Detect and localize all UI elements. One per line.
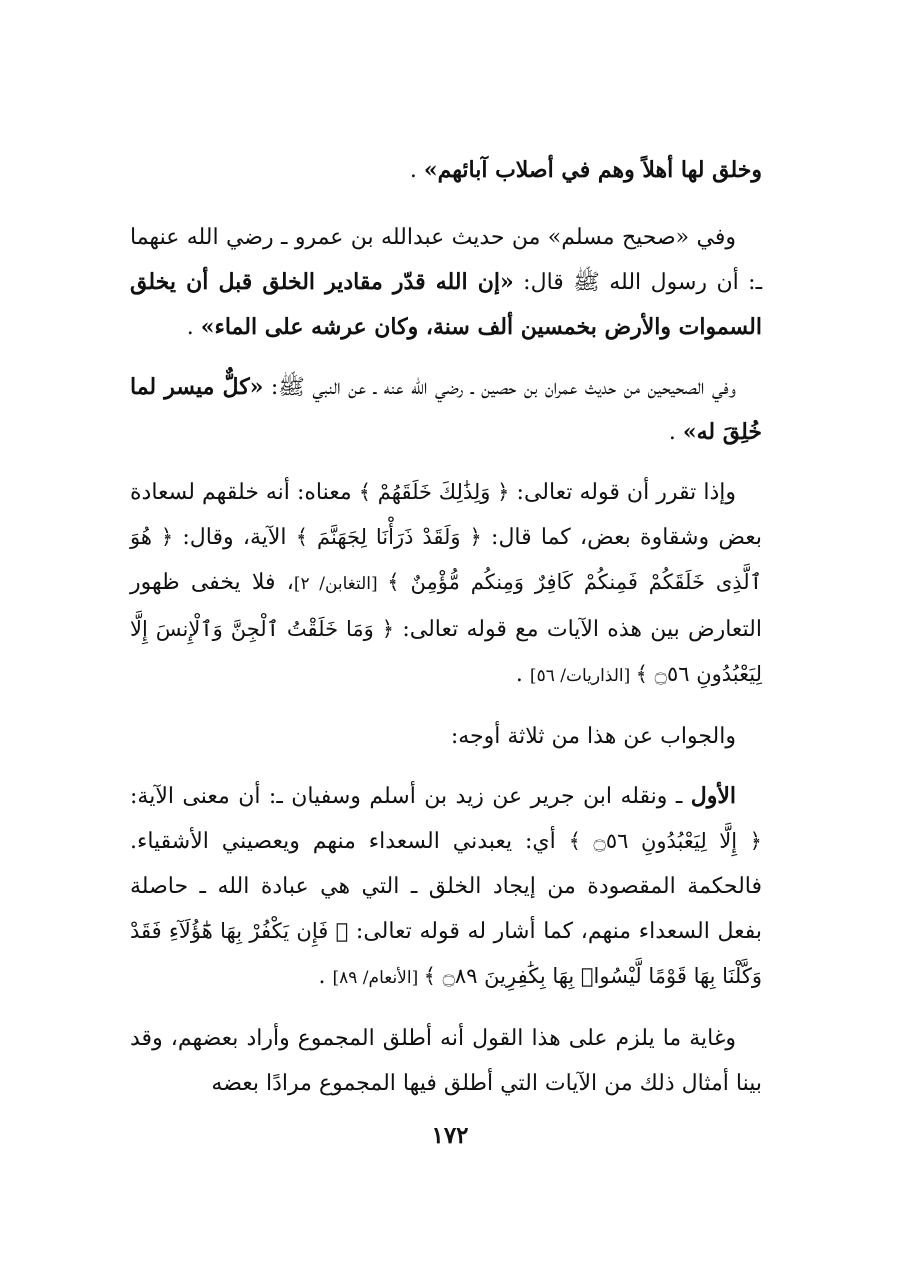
bold-text: وخلق لها أهلاً وهم في أصلاب آبائهم»	[423, 157, 762, 183]
verse-reference: [الأنعام/ ٨٩]	[332, 968, 424, 988]
quran-verse: ﴿ وَلِذَٰلِكَ خَلَقَهُمْ ﴾	[358, 480, 510, 504]
bold-text: «كلٌّ ميسر لما خُلِقَ له»	[130, 374, 762, 445]
paragraph-1	[130, 148, 762, 193]
text-run: .	[668, 420, 683, 445]
text-run: وفي «صحيح مسلم» من حديث عبدالله بن عمرو ـ رضي الله عنهما ـ: أن رسول الله ﷺ قال:	[130, 225, 763, 295]
verse-reference: [الذاريات/ ٥٦]	[529, 666, 636, 686]
paragraph-3	[130, 365, 762, 455]
paragraph-4	[130, 470, 762, 699]
paragraph-6	[130, 774, 762, 1001]
text-run: .	[515, 662, 530, 687]
text-run: معناه: أنه خلقهم لسعادة بعض وشقاوة بعض، كما قال:	[130, 480, 763, 550]
text-run: وفي الصحيحين من حديث عمران بن حصين ـ رضي الله عنه ـ عن النبي ﷺ:	[263, 375, 736, 400]
quran-verse: ﴿ فَإِن يَكْفُرْ بِهَا هَٰٓؤُلَآءِ فَقَدْ وَكَّلْنَا بِهَا قَوْمًا لَّيْسُوا۟ بِهَا بِكَٰفِرِينَ ۝٨٩ ﴾	[130, 919, 762, 988]
text-run: ، فلا يخفى ظهور التعارض بين هذه الآيات مع قوله تعالى:	[130, 570, 762, 642]
text-run: والجواب عن هذا من ثلاثة أوجه:	[450, 724, 736, 749]
verse-reference: [التغابن/ ٢]	[293, 574, 388, 594]
quran-verse: ﴿ هُوَ ٱلَّذِى خَلَقَكُمْ فَمِنكُمْ كَافِرٌ وَمِنكُم مُّؤْمِنٌ ﴾	[130, 525, 762, 594]
paragraph-5	[130, 714, 762, 759]
text-run: .	[186, 315, 201, 340]
quran-verse: ﴿ إِلَّا لِيَعْبُدُونِ ۝٥٦ ﴾	[568, 829, 762, 853]
bold-text: الأول	[690, 783, 736, 809]
page-number: ١٧٢	[431, 1122, 469, 1149]
text-run: .	[409, 158, 424, 183]
text-run: أي: يعبدني السعداء منهم ويعصيني الأشقياء. فالحكمة المقصودة من إيجاد الخلق ـ التي هي عبادة الله ـ حاصلة بفعل السعداء منهم، كما أشار له قوله تعالى:	[130, 829, 763, 944]
bold-text: «إن الله قدّر مقادير الخلق قبل أن يخلق السموات والأرض بخمسين ألف سنة، وكان عرشه على الماء»	[130, 269, 762, 340]
text-run: .	[318, 964, 333, 989]
quran-verse: ﴿ وَمَا خَلَقْتُ ٱلْجِنَّ وَٱلْإِنسَ إِلَّا لِيَعْبُدُونِ ۝٥٦ ﴾	[130, 617, 762, 686]
quran-verse: ﴿ وَلَقَدْ ذَرَأْنَا لِجَهَنَّمَ ﴾	[295, 525, 482, 549]
paragraph-2	[130, 215, 762, 350]
page-body	[130, 148, 762, 1121]
text-run: الآية، وقال:	[173, 525, 296, 550]
text-run: وغاية ما يلزم على هذا القول أنه أطلق المجموع وأراد بعضهم، وقد بينا أمثال ذلك من الآيات التي أطلق فيها المجموع مرادًا بعضه	[130, 1026, 762, 1096]
text-run: ـ ونقله ابن جرير عن زيد بن أسلم وسفيان ـ: أن معنى الآية:	[130, 784, 691, 809]
text-run: وإذا تقرر أن قوله تعالى:	[509, 480, 736, 505]
paragraph-7	[130, 1016, 762, 1106]
